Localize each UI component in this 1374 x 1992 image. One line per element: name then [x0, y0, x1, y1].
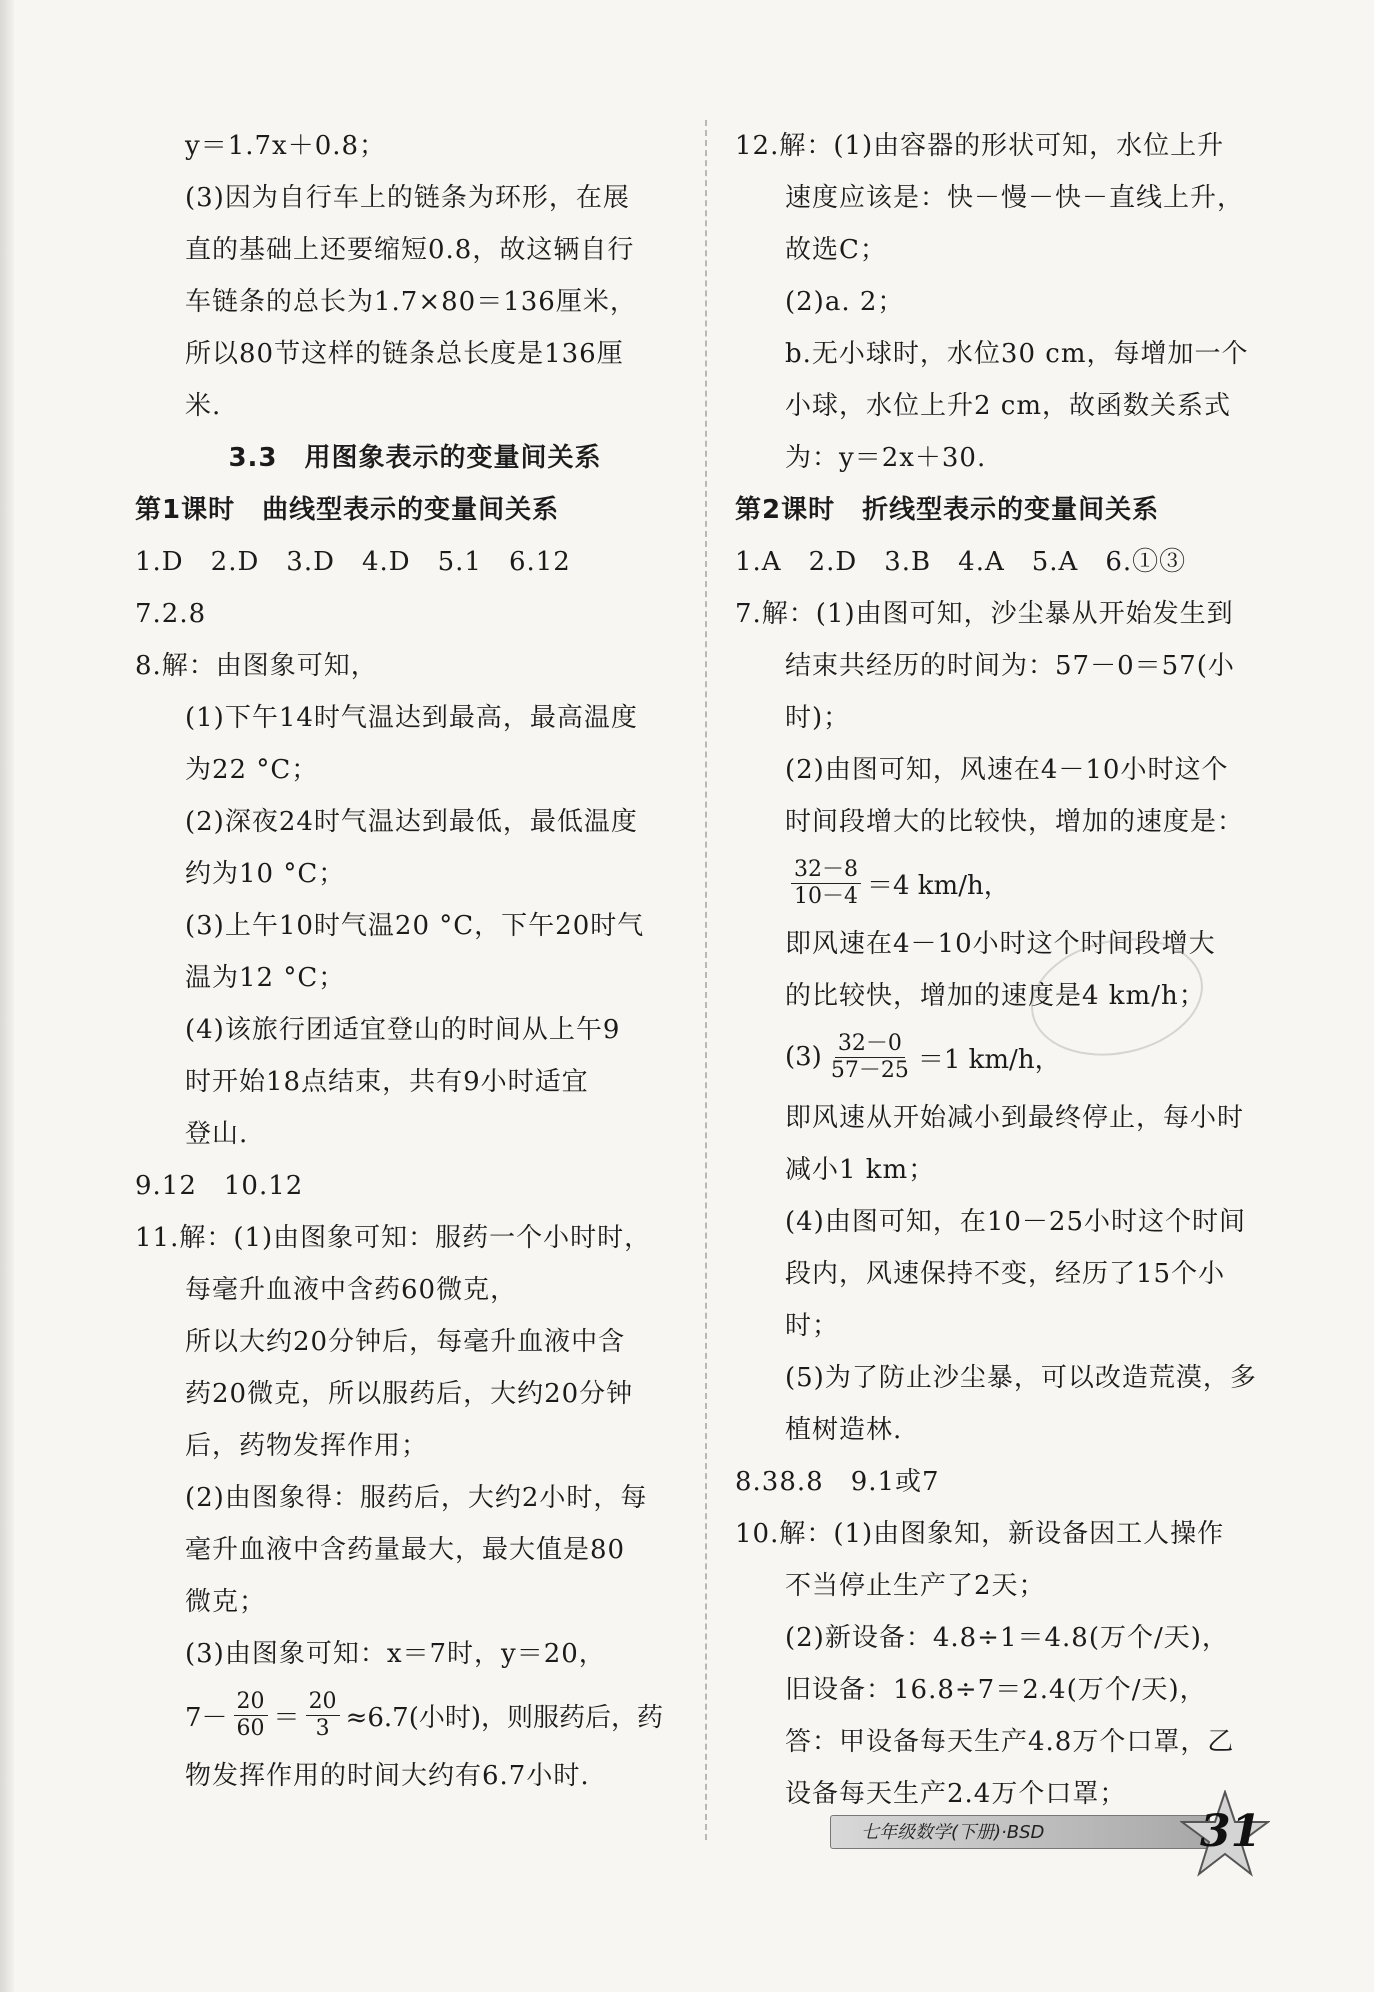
- text-line: 设备每天生产2.4万个口罩；: [785, 1779, 1127, 1809]
- text-line: 时开始18点结束，共有9小时适宜: [185, 1067, 589, 1097]
- text-line: 所以大约20分钟后，每毫升血液中含: [185, 1327, 626, 1357]
- denominator: 10－4: [794, 883, 858, 909]
- fraction-text: ＝1 km/h，: [917, 1044, 1061, 1075]
- text-line: 后，药物发挥作用；: [185, 1431, 429, 1461]
- text-line: (3)由图象可知：x＝7时，y＝20，: [185, 1639, 606, 1669]
- text-line: 结束共经历的时间为：57－0＝57(小: [785, 651, 1235, 681]
- fraction-text: ＝4 km/h，: [867, 870, 1010, 901]
- text-line: 7.解：(1)由图可知，沙尘暴从开始发生到: [735, 599, 1234, 629]
- denominator: 60: [236, 1715, 265, 1741]
- fraction-text: (3): [785, 1042, 822, 1072]
- text-line: 不当停止生产了2天；: [785, 1571, 1046, 1601]
- text-line: 答：甲设备每天生产4.8万个口罩，乙: [785, 1727, 1235, 1757]
- text-line: 车链条的总长为1.7×80＝136厘米，: [185, 287, 637, 317]
- answer-line: 1.D 2.D 3.D 4.D 5.1 6.12: [135, 547, 571, 577]
- fraction-line: [135, 1680, 695, 1750]
- text-line: 旧设备：16.8÷7＝2.4(万个/天)，: [785, 1675, 1207, 1705]
- text-line: 段内，风速保持不变，经历了15个小: [785, 1259, 1226, 1289]
- text-line: 所以80节这样的链条总长度是136厘: [185, 339, 624, 369]
- fraction-line: [735, 1022, 1280, 1092]
- lesson-heading: 第2课时 折线型表示的变量间关系: [735, 495, 1160, 525]
- text-line: (4)由图可知，在10－25小时这个时间: [785, 1207, 1246, 1237]
- footer-book-label: 七年级数学(下册)·BSD: [830, 1815, 1210, 1849]
- text-line: (2)深夜24时气温达到最低，最低温度: [185, 807, 638, 837]
- text-line: (1)下午14时气温达到最高，最高温度: [185, 703, 638, 733]
- text-line: (2)由图可知，风速在4－10小时这个: [785, 755, 1229, 785]
- text-line: 12.解：(1)由容器的形状可知，水位上升: [735, 131, 1225, 161]
- denominator: 57－25: [830, 1057, 909, 1083]
- fraction: [306, 1689, 340, 1742]
- numerator: 32－8: [791, 857, 861, 884]
- page-edge: [0, 0, 14, 1992]
- text-line: 为22 °C；: [185, 755, 319, 785]
- text-line: (4)该旅行团适宜登山的时间从上午9: [185, 1015, 621, 1045]
- fraction: [791, 857, 861, 910]
- text-line: y＝1.7x＋0.8；: [185, 131, 387, 161]
- answer-line: 9.12 10.12: [135, 1171, 304, 1201]
- text-line: 8.解：由图象可知，: [135, 651, 378, 681]
- text-line: 小球，水位上升2 cm，故函数关系式: [785, 391, 1232, 421]
- text-line: (3)上午10时气温20 °C，下午20时气: [185, 911, 645, 941]
- text-line: 时间段增大的比较快，增加的速度是：: [785, 807, 1245, 837]
- section-heading: 3.3 用图象表示的变量间关系: [228, 443, 602, 473]
- answer-line: 8.38.8 9.1或7: [735, 1467, 940, 1497]
- text-line: 速度应该是：快－慢－快－直线上升，: [785, 183, 1245, 213]
- numerator: 32－0: [835, 1031, 905, 1058]
- text-line: 10.解：(1)由图象知，新设备因工人操作: [735, 1519, 1225, 1549]
- text-line: 微克；: [185, 1587, 267, 1617]
- numerator: 20: [306, 1689, 340, 1716]
- lesson-heading: 第1课时 曲线型表示的变量间关系: [135, 495, 560, 525]
- denominator: 3: [315, 1715, 330, 1741]
- fraction-text: ≈6.7(小时)，则服药后，药: [345, 1702, 663, 1733]
- left-column: [135, 120, 695, 1802]
- fraction: [234, 1689, 268, 1742]
- text-line: 时；: [785, 1311, 840, 1341]
- text-line: 温为12 °C；: [185, 963, 346, 993]
- text-line: b.无小球时，水位30 cm，每增加一个: [785, 339, 1249, 369]
- text-line: 每毫升血液中含药60微克，: [185, 1275, 518, 1305]
- text-line: 登山.: [185, 1119, 249, 1149]
- text-line: (2)由图象得：服药后，大约2小时，每: [185, 1483, 648, 1513]
- fraction-text: 7－: [185, 1702, 228, 1733]
- text-line: 药20微克，所以服药后，大约20分钟: [185, 1379, 634, 1409]
- fraction-line: [735, 848, 1280, 918]
- answer-line: 7.2.8: [135, 599, 207, 629]
- text-line: 故选C；: [785, 235, 887, 265]
- text-line: 约为10 °C；: [185, 859, 346, 889]
- text-line: 米.: [185, 391, 222, 421]
- text-line: (2)新设备：4.8÷1＝4.8(万个/天)，: [785, 1623, 1229, 1653]
- text-line: 11.解：(1)由图象可知：服药一个小时时，: [135, 1223, 652, 1253]
- text-line: (3)因为自行车上的链条为环形，在展: [185, 183, 630, 213]
- text-line: 植树造林.: [785, 1415, 903, 1445]
- text-line: 直的基础上还要缩短0.8，故这辆自行: [185, 235, 635, 265]
- text-line: (5)为了防止沙尘暴，可以改造荒漠，多: [785, 1363, 1257, 1393]
- text-line: 即风速在4－10小时这个时间段增大: [785, 929, 1216, 959]
- fraction-text: ＝: [273, 1702, 300, 1733]
- text-line: 毫升血液中含药量最大，最大值是80: [185, 1535, 626, 1565]
- text-line: 减小1 km；: [785, 1155, 936, 1185]
- text-line: 物发挥作用的时间大约有6.7小时.: [185, 1761, 590, 1791]
- fraction: [828, 1031, 912, 1084]
- text-line: (2)a. 2；: [785, 287, 905, 317]
- page-number: 31: [1200, 1806, 1262, 1857]
- numerator: 20: [234, 1689, 268, 1716]
- text-line: 的比较快，增加的速度是4 km/h；: [785, 981, 1206, 1011]
- text-line: 为：y＝2x＋30.: [785, 443, 987, 473]
- text-line: 时)；: [785, 703, 851, 733]
- column-divider: [705, 120, 707, 1840]
- answer-line: 1.A 2.D 3.B 4.A 5.A 6.①③: [735, 547, 1187, 577]
- text-line: 即风速从开始减小到最终停止，每小时: [785, 1103, 1245, 1133]
